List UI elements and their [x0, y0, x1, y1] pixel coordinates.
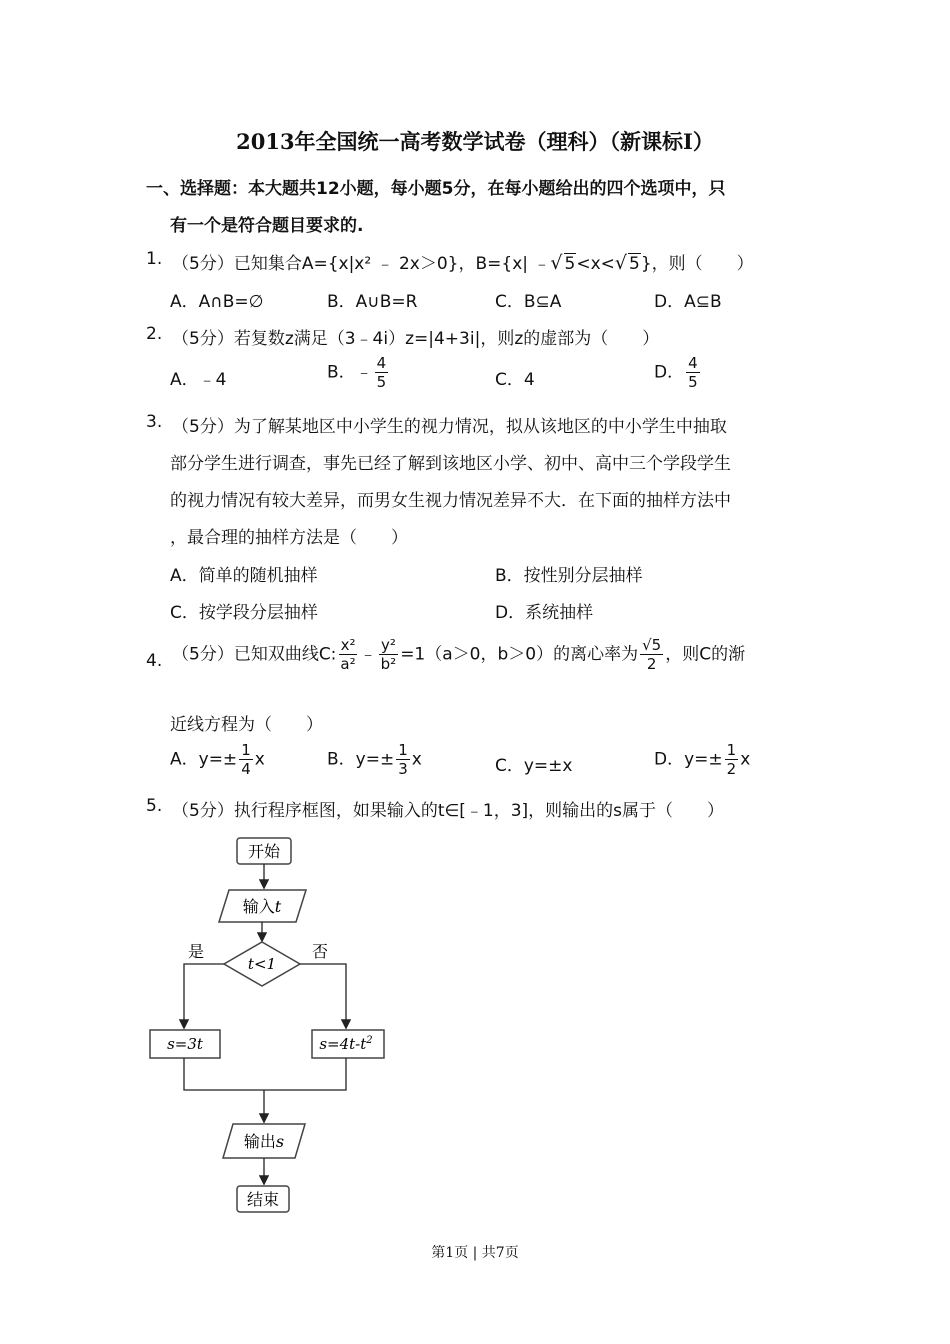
- q3-number: 3.: [146, 412, 163, 432]
- q2-option-c: C．4: [495, 370, 535, 390]
- flow-input-label: 输入t: [242, 897, 282, 916]
- q1-number: 1.: [146, 249, 163, 269]
- q2-option-b: B．﹣ $\frac{4}{5}$: [327, 354, 387, 391]
- q5-number: 5.: [146, 796, 163, 816]
- q2-number: 2.: [146, 324, 163, 344]
- section-heading-line2: 有一个是符合题目要求的.: [170, 216, 364, 236]
- sqrt-sign-icon: √: [550, 252, 563, 274]
- q3-line4: ，最合理的抽样方法是（ ）: [170, 528, 408, 548]
- q4-number: 4.: [146, 651, 163, 671]
- q4-option-c: C．y=±x: [495, 756, 573, 776]
- q1-option-a: A．A∩B=∅: [170, 292, 264, 312]
- page-footer: 第1页 | 共7页: [431, 1245, 519, 1261]
- q3-option-a: A．简单的随机抽样: [170, 566, 318, 586]
- program-flowchart: [130, 830, 410, 1220]
- q3-line3: 的视力情况有较大差异，而男女生视力情况差异不大．在下面的抽样方法中: [170, 491, 731, 511]
- q4-option-a: A．y=± $\frac{1}{4}$ x: [170, 741, 265, 778]
- q2-option-a: A．﹣4: [170, 370, 227, 390]
- q2-option-b-fraction: $\frac{4}{5}$: [376, 354, 387, 391]
- sqrt-sign-icon: √: [614, 252, 628, 274]
- q2-stem: （5分）若复数z满足（3﹣4i）z=|4+3i|，则z的虚部为（ ）: [172, 329, 660, 349]
- q1-mid: <x<: [576, 254, 615, 274]
- q4-fraction-y: $\frac{\text{y²}}{\text{b²}}$: [380, 636, 397, 673]
- q4-option-b: B．y=± $\frac{1}{3}$ x: [327, 741, 422, 778]
- q1-option-c: C．B⊆A: [495, 292, 562, 312]
- q1-sqrt-b: 5: [629, 254, 640, 274]
- flow-no-label: 否: [311, 942, 329, 961]
- q4-fraction-x: $\frac{\text{x²}}{\text{a²}}$: [340, 636, 356, 673]
- q3-option-d: D．系统抽样: [495, 603, 594, 623]
- q1-option-b: B．A∪B=R: [327, 292, 418, 312]
- flow-left-label: s=3t: [167, 1035, 203, 1053]
- q1-stem: [172, 249, 754, 274]
- section-heading-line1: 一、选择题：本大题共12小题，每小题5分，在每小题给出的四个选项中，只: [146, 179, 726, 199]
- flow-output-label: 输出s: [243, 1132, 285, 1151]
- q2-option-d: D． $\frac{4}{5}$: [654, 354, 698, 391]
- q1-option-d: D．A⊆B: [654, 292, 722, 312]
- q4-eccentricity: $\frac{√5}{2}$: [642, 636, 662, 673]
- page-title: 2013年全国统一高考数学试卷（理科）（新课标Ⅰ）: [236, 129, 714, 154]
- q3-line2: 部分学生进行调查，事先已经了解到该地区小学、初中、高中三个学段学生: [170, 454, 731, 474]
- q1-sqrt-a: 5: [564, 254, 576, 274]
- q3-option-b: B．按性别分层抽样: [495, 566, 643, 586]
- flow-end-label: 结束: [246, 1190, 280, 1209]
- q2-option-d-fraction: $\frac{4}{5}$: [688, 354, 698, 391]
- q4-line2: 近线方程为（ ）: [170, 715, 323, 735]
- flow-right-label: $s=4t-t^2$: [319, 1035, 373, 1053]
- q3-option-c: C．按学段分层抽样: [170, 603, 318, 623]
- q4-stem: （5分）已知双曲线C: $\frac{\text{x²}}{\text{a²}}$ ﹣ $\frac{\text{y²}}{\text{b²}}$ =1（a＞0，b＞0）的离心率为 $\frac{√5}{2}$ ，则C的渐: [172, 636, 746, 673]
- flow-condition-label: t<1: [247, 955, 277, 973]
- q1-text-b: }，则（ ）: [640, 254, 754, 274]
- flow-start-label: 开始: [247, 842, 281, 861]
- q4-option-d: D．y=± $\frac{1}{2}$ x: [654, 741, 751, 778]
- q5-stem: （5分）执行程序框图，如果输入的t∈[﹣1，3]，则输出的s属于（ ）: [172, 801, 725, 821]
- flow-yes-label: 是: [187, 942, 205, 961]
- q1-text-a: （5分）已知集合A={x|x² ﹣ 2x＞0}，B={x| ﹣: [172, 254, 551, 274]
- q3-line1: （5分）为了解某地区中小学生的视力情况，拟从该地区的中小学生中抽取: [172, 417, 727, 437]
